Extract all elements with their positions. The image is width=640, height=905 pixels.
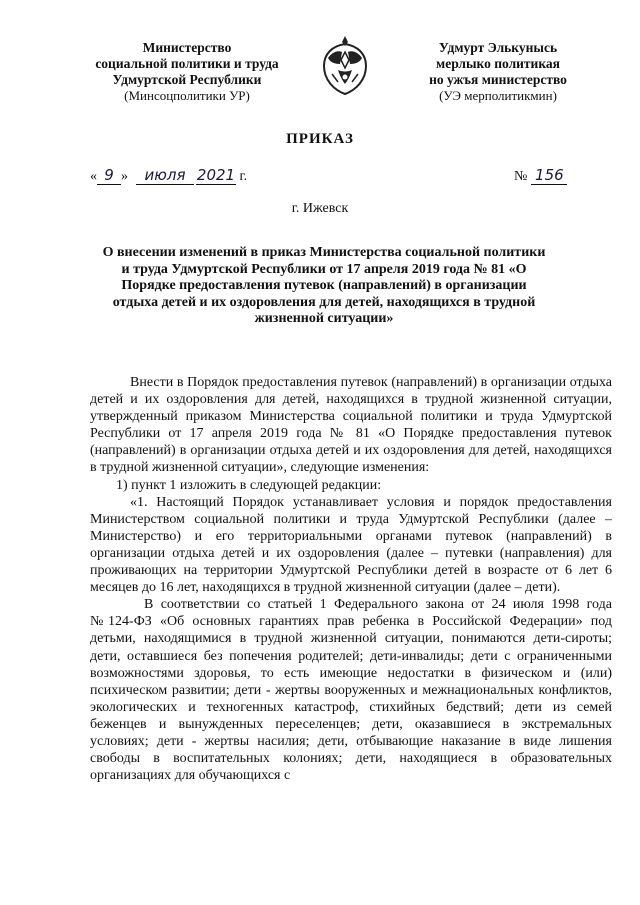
date-close-quote: » bbox=[121, 169, 128, 184]
date-year-suffix: г. bbox=[239, 169, 248, 184]
body-paragraph: В соответствии со статьей 1 Федерального закона от 24 июля 1998 года №124-ФЗ «Об основных гарантиях прав ребенка в Российской Федерации» под детьми, находящимися в трудной жизненной ситуации, понимаются дети-сироты; дети, оставшиеся без попечения родителей; дети-инвалиды; дети с ограниченными возможностями здоровья, то есть имеющие недостатки в физическом и (или) психическом развитии; дети - жертвы вооруженных и межнациональных конфликтов, экологических и техногенных катастроф, стихийных бедствий; дети из семей беженцев и вынужденных переселенцев; дети, оказавшиеся в экстремальных условиях; дети - жертвы насилия; дети, отбывающие наказание в виде лишения свободы в воспитательных колониях; дети, находящиеся в образовательных организациях для обучающихся с bbox=[90, 597, 612, 784]
body-paragraph: Внести в Порядок предоставления путевок (направлений) в организации отдыха детей и их оздоровления для детей, находящихся в трудной жизненной ситуации, утвержденный приказом Министерства социальной политики и труда Удмуртской Республики от 17 апреля 2019 года № 81 «О Порядке предоставления путевок (направлений) в организации отдыха детей и их оздоровления для детей, находящихся в трудной жизненной ситуации», следующие изменения: bbox=[90, 375, 612, 476]
order-body bbox=[90, 374, 612, 784]
ministry-name-line: Министерство bbox=[142, 40, 232, 55]
ministry-name-line: мерлыко политикая bbox=[436, 56, 560, 71]
body-paragraph: 1) пункт 1 изложить в следующей редакции: bbox=[116, 477, 382, 493]
order-date bbox=[90, 166, 247, 185]
number-value-handwritten: 156 bbox=[531, 166, 567, 185]
date-year-handwritten: 2021 bbox=[196, 166, 236, 184]
number-label: № bbox=[514, 169, 528, 184]
order-number bbox=[514, 166, 567, 185]
ministry-abbreviation: (УЭ мерполитикмин) bbox=[439, 88, 557, 103]
order-subject: О внесении изменений в приказ Министерства социальной политики и труда Удмуртской Республики от 17 апреля 2019 года № 81 «О Порядке предоставления путевок (направлений) в организации отдыха детей и их оздоровления для детей, находящихся в трудной жизненной ситуации» bbox=[102, 245, 546, 326]
coat-of-arms-icon bbox=[318, 34, 372, 96]
city-line: г. Ижевск bbox=[291, 201, 349, 216]
ministry-name-line: Удмурт Элькунысь bbox=[438, 40, 558, 55]
ministry-name-russian bbox=[82, 40, 292, 104]
date-month-handwritten: июля bbox=[136, 166, 194, 185]
body-paragraph: «1. Настоящий Порядок устанавливает условия и порядок предоставления Министерством социальной политики и труда Удмуртской Республики (далее – Министерство) и его территориальными органами путевок (направлений) в организации отдыха детей и их оздоровления (далее – путевки (направления) для проживающих на территории Удмуртской Республики детей в возрасте от 6 лет 6 месяцев до 16 лет, находящихся в трудной жизненной ситуации (далее – дети). bbox=[90, 494, 612, 596]
document-type-title: ПРИКАЗ bbox=[286, 131, 354, 147]
ministry-abbreviation: (Минсоцполитики УР) bbox=[124, 88, 250, 103]
date-day-handwritten: 9 bbox=[97, 166, 121, 185]
ministry-name-line: Удмуртской Республики bbox=[112, 72, 262, 87]
date-open-quote: « bbox=[90, 169, 97, 184]
ministry-name-udmurt bbox=[398, 40, 598, 104]
ministry-name-line: социальной политики и труда bbox=[95, 56, 279, 71]
ministry-name-line: но ужъя министерство bbox=[429, 72, 567, 87]
